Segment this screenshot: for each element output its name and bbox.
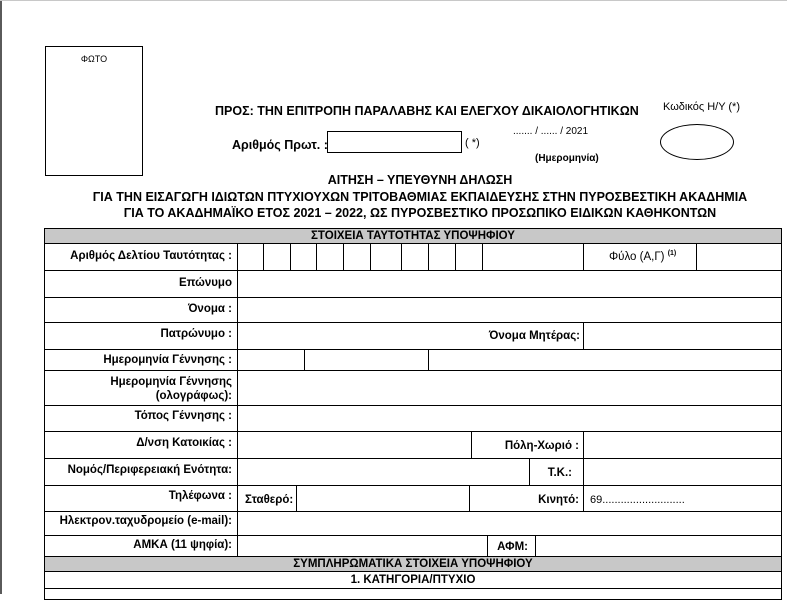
- phone-cell-divider: [583, 485, 584, 511]
- supplementary-section-header: ΣΥΜΠΛΗΡΩΜΑΤΙΚΑ ΣΤΟΙΧΕΙΑ ΥΠΟΨΗΦΙΟΥ: [45, 556, 781, 572]
- surname-label: Επώνυμο: [178, 277, 232, 289]
- protocol-number-label: Αριθμός Πρωτ. :: [232, 138, 328, 152]
- date-line: ....... / ...... / 2021: [513, 126, 589, 137]
- prefecture-cell-divider: [529, 458, 530, 485]
- afm-cell-divider: [535, 535, 536, 556]
- name-label: Όνομα :: [187, 303, 232, 315]
- application-subtitle-2: ΓΙΑ ΤΟ ΑΚΑΔΗΜΑΪΚΟ ΕΤΟΣ 2021 – 2022, ΩΣ ΠΥΡΟΣΒΕΣΤΙΚΟ ΠΡΟΣΩΠΙΚΟ ΕΙΔΙΚΩΝ ΚΑΘΗΚΟΝΤΩΝ: [123, 206, 717, 220]
- application-title: ΑΙΤΗΣΗ – ΥΠΕΥΘΥΝΗ ΔΗΛΩΣΗ: [327, 173, 513, 187]
- category-header: 1. ΚΑΤΗΓΟΡΙΑ/ΠΤΥΧΙΟ: [45, 572, 781, 589]
- father-name-label: Πατρώνυμο :: [160, 328, 232, 340]
- row-divider: [45, 511, 781, 512]
- email-label: Ηλεκτρον.ταχυδρομείο (e-mail):: [59, 515, 232, 527]
- computer-code-field[interactable]: [660, 124, 734, 160]
- mobile-label: Κινητό:: [538, 494, 579, 506]
- mother-cell-divider: [583, 322, 584, 349]
- row-divider: [45, 270, 781, 271]
- address-cell-divider: [471, 431, 472, 458]
- computer-code-label: Κωδικός Η/Υ (*): [663, 101, 740, 113]
- id-cell-divider: [428, 244, 429, 270]
- birth-date-label: Ημερομηνία Γέννησης :: [103, 354, 232, 366]
- gender-cell-divider: [696, 244, 697, 270]
- row-divider: [45, 349, 781, 350]
- prefecture-label: Νομός/Περιφερειακή Ενότητα:: [67, 464, 232, 476]
- recipient-title: ΠΡΟΣ: ΤΗΝ ΕΠΙΤΡΟΠΗ ΠΑΡΑΛΑΒΗΣ ΚΑΙ ΕΛΕΓΧΟΥ ΔΙΚΑΙΟΛΟΓΗΤΙΚΩΝ: [215, 104, 639, 118]
- postal-cell-divider: [583, 458, 584, 485]
- row-divider: [45, 485, 781, 486]
- afm-label: ΑΦΜ:: [497, 541, 528, 553]
- id-cell-divider: [290, 244, 291, 270]
- phone-cell-divider: [296, 485, 297, 511]
- id-cell-divider: [343, 244, 344, 270]
- amka-label: ΑΜΚΑ (11 ψηφία):: [133, 539, 232, 551]
- photo-box: [45, 46, 143, 176]
- birthdate-cell-divider: [428, 349, 429, 370]
- row-divider: [45, 297, 781, 298]
- label-column-divider: [237, 244, 238, 556]
- city-label: Πόλη-Χωριό :: [504, 440, 579, 452]
- application-subtitle-1: ΓΙΑ ΤΗΝ ΕΙΣΑΓΩΓΗ ΙΔΙΩΤΩΝ ΠΤΥΧΙΟΥΧΩΝ ΤΡΙΤΟΒΑΘΜΙΑΣ ΕΚΠΑΙΔΕΥΣΗΣ ΣΤΗΝ ΠΥΡΟΣΒΕΣΤΙΚΗ ΑΚΑΔΗΜΙΑ: [92, 190, 748, 204]
- gender-label: Φύλο (Α,Γ) $^{(1)}$: [609, 250, 677, 263]
- row-divider: [45, 370, 781, 371]
- birthdate-cell-divider: [304, 349, 305, 370]
- id-cell-divider: [401, 244, 402, 270]
- phones-label: Τηλέφωνα :: [168, 490, 232, 502]
- gender-cell-divider: [583, 244, 584, 270]
- mobile-value[interactable]: 69...........................: [590, 494, 685, 506]
- page-left-edge: [0, 0, 2, 594]
- identity-section-header: ΣΤΟΙΧΕΙΑ ΤΑΥΤΟΤΗΤΑΣ ΥΠΟΨΗΦΙΟΥ: [45, 228, 781, 244]
- protocol-star: ( *): [465, 137, 480, 149]
- row-divider: [45, 535, 781, 536]
- birth-place-label: Τόπος Γέννησης :: [134, 410, 232, 422]
- row-divider: [45, 431, 781, 432]
- id-cell-divider: [455, 244, 456, 270]
- mother-name-label: Όνομα Μητέρας:: [488, 330, 580, 342]
- address-label: Δ/νση Κατοικίας :: [136, 437, 232, 449]
- page-top-edge: [0, 0, 787, 1]
- photo-label: ΦΩΤΟ: [80, 54, 108, 64]
- row-divider: [45, 458, 781, 459]
- amka-cell-divider: [487, 535, 488, 556]
- phone-cell-divider: [469, 485, 470, 511]
- date-caption: (Ημερομηνία): [535, 153, 599, 164]
- id-cell-divider: [263, 244, 264, 270]
- protocol-number-field[interactable]: [327, 131, 462, 153]
- row-divider: [45, 405, 781, 406]
- city-cell-divider: [583, 431, 584, 458]
- id-cell-divider: [370, 244, 371, 270]
- birth-date-words-label: Ημερομηνία Γέννησης (ολογράφως):: [110, 376, 232, 402]
- landline-label: Σταθερό:: [245, 494, 294, 506]
- postal-code-label: Τ.Κ.:: [547, 467, 572, 479]
- id-cell-divider: [482, 244, 483, 270]
- id-number-label: Αριθμός Δελτίου Ταυτότητας :: [70, 250, 232, 262]
- id-cell-divider: [316, 244, 317, 270]
- row-divider: [45, 322, 781, 323]
